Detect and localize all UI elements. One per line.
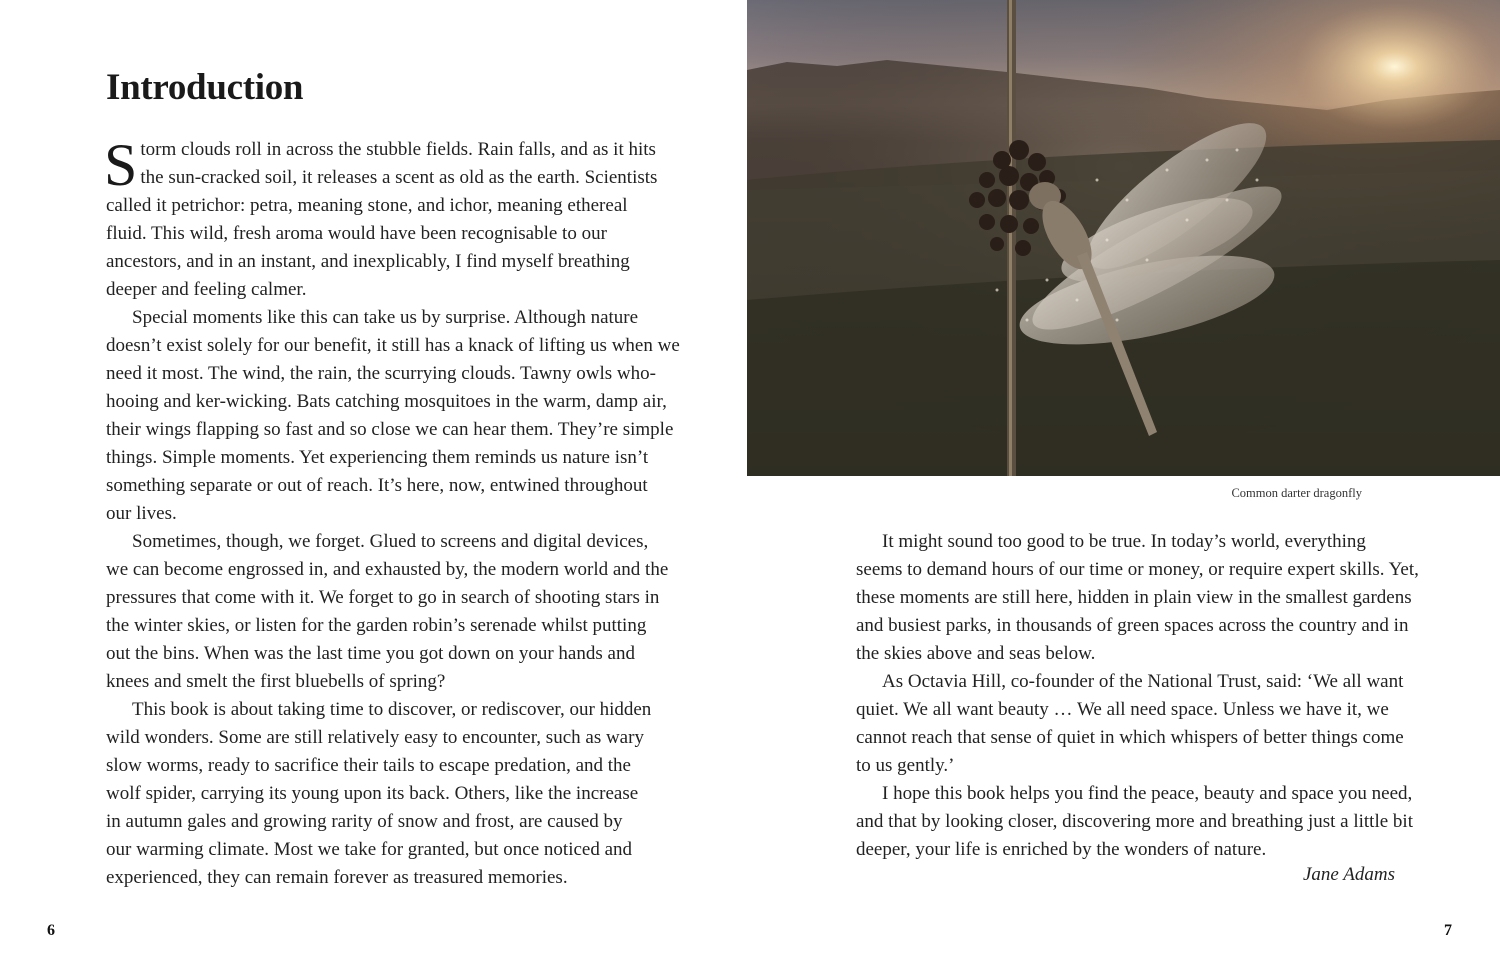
text-line: our warming climate. Most we take for granted, but once noticed and — [106, 839, 633, 860]
text-line: It might sound too good to be true. In today’s world, everything — [882, 531, 1366, 552]
text-line: experienced, they can remain forever as treasured memories. — [106, 867, 568, 888]
text-line: This book is about taking time to discover, or rediscover, our hidden — [132, 699, 652, 720]
left-lines — [106, 164, 680, 892]
dragonfly-photo — [747, 0, 1500, 476]
text-line: the sun-cracked soil, it releases a scent as old as the earth. Scientists — [140, 167, 658, 188]
text-line: As Octavia Hill, co-founder of the National Trust, said: ‘We all want — [882, 671, 1404, 692]
text-line: and busiest parks, in thousands of green spaces across the country and in — [856, 615, 1409, 636]
dragonfly-photo-image — [747, 0, 1500, 476]
author-signature: Jane Adams — [1303, 864, 1395, 885]
text-line: and that by looking closer, discovering more and breathing just a little bit — [856, 811, 1413, 832]
text-line: deeper, your life is enriched by the wonders of nature. — [856, 839, 1267, 860]
text-line: their wings flapping so fast and so close we can hear them. They’re simple — [106, 419, 674, 440]
right-lines — [856, 528, 1419, 864]
page-number-left: 6 — [47, 922, 55, 939]
text-line: our lives. — [106, 503, 177, 524]
text-line: quiet. We all want beauty … We all need space. Unless we have it, we — [856, 699, 1389, 720]
text-line: slow worms, ready to sacrifice their tails to escape predation, and the — [106, 755, 631, 776]
text-line: we can become engrossed in, and exhausted by, the modern world and the — [106, 559, 669, 580]
text-line: wild wonders. Some are still relatively easy to encounter, such as wary — [106, 727, 644, 748]
text-line: the winter skies, or listen for the garden robin’s serenade whilst putting — [106, 615, 647, 636]
text-line: fluid. This wild, fresh aroma would have been recognisable to our — [106, 223, 607, 244]
right-page — [747, 0, 1500, 975]
text-line: out the bins. When was the last time you got down on your hands and — [106, 643, 635, 664]
drop-cap: S — [104, 132, 138, 198]
text-line: these moments are still here, hidden in plain view in the smallest gardens — [856, 587, 1412, 608]
text-line: something separate or out of reach. It’s here, now, entwined throughout — [106, 475, 648, 496]
text-line: knees and smelt the first bluebells of spring? — [106, 671, 446, 692]
right-body-text — [856, 528, 1419, 864]
page-number-right: 7 — [1444, 922, 1452, 939]
text-line: doesn’t exist solely for our benefit, it still has a knack of lifting us when we — [106, 335, 680, 356]
text-line: wolf spider, carrying its young upon its back. Others, like the increase — [106, 783, 639, 804]
text-line: deeper and feeling calmer. — [106, 279, 307, 300]
photo-caption: Common darter dragonfly — [1231, 486, 1362, 500]
text-line: things. Simple moments. Yet experiencing them reminds us nature isn’t — [106, 447, 649, 468]
text-line: Special moments like this can take us by surprise. Although nature — [132, 307, 639, 328]
text-line: in autumn gales and growing rarity of snow and frost, are caused by — [106, 811, 623, 832]
text-line: seems to demand hours of our time or money, or require expert skills. Yet, — [856, 559, 1419, 580]
text-line: called it petrichor: petra, meaning stone, and ichor, meaning ethereal — [106, 195, 628, 216]
text-line: need it most. The wind, the rain, the scurrying clouds. Tawny owls who- — [106, 363, 656, 384]
text-line: pressures that come with it. We forget to go in search of shooting stars in — [106, 587, 660, 608]
text-line: to us gently.’ — [856, 755, 955, 776]
text-line: I hope this book helps you find the peace, beauty and space you need, — [882, 783, 1413, 804]
chapter-heading: Introduction — [106, 67, 304, 108]
left-page — [0, 0, 747, 975]
text-line: hooing and ker-wicking. Bats catching mosquitoes in the warm, damp air, — [106, 391, 667, 412]
text-line: Sometimes, though, we forget. Glued to screens and digital devices, — [132, 531, 649, 552]
text-line: the skies above and seas below. — [856, 643, 1096, 664]
first-line-text: torm clouds roll in across the stubble fields. Rain falls, and as it hits — [140, 139, 656, 160]
left-body-text — [104, 132, 680, 892]
text-line: cannot reach that sense of quiet in which whispers of better things come — [856, 727, 1404, 748]
text-line: ancestors, and in an instant, and inexplicably, I find myself breathing — [106, 251, 630, 272]
